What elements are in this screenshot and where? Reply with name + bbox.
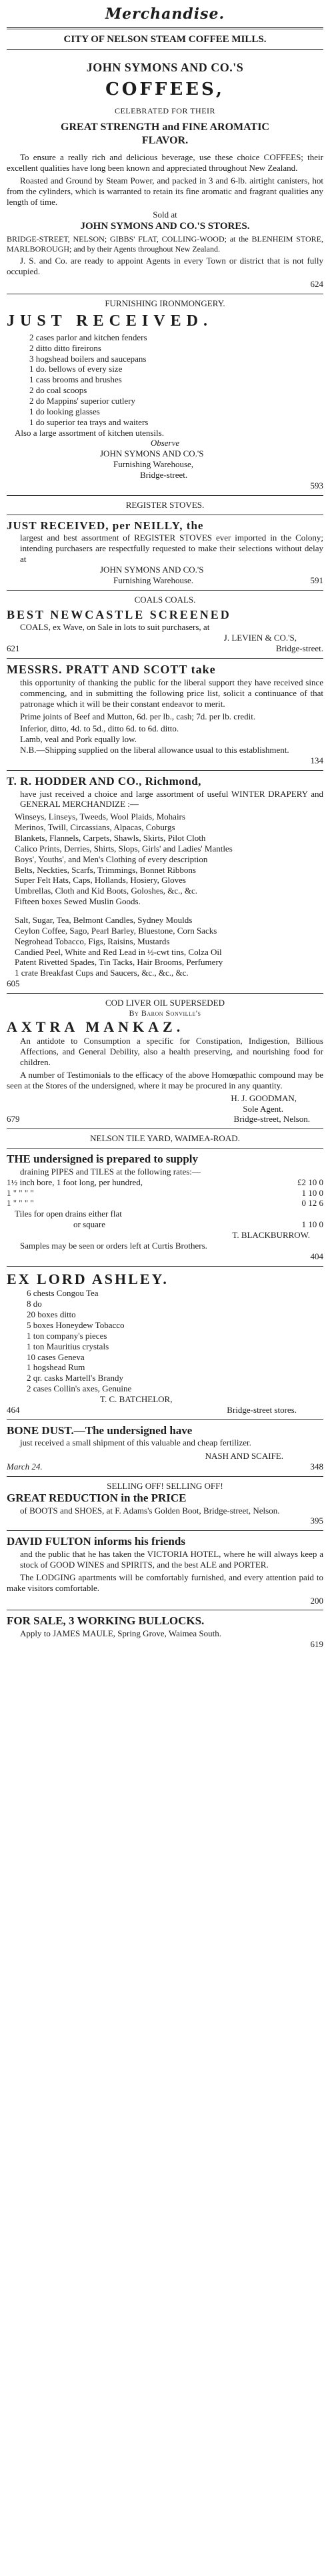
coffee-roasted: Roasted and Ground by Steam Power, and packed in 3 and 6-lb. airtight canisters, hot from the cylinders, which is warranted to retain its fine aromatic and fragrant qualities any length of time. — [7, 176, 323, 207]
divider — [7, 495, 323, 496]
coals-firm: J. LEVIEN & CO.'S, — [223, 633, 297, 643]
divider — [7, 1419, 323, 1420]
list-item: 2 do coal scoops — [29, 385, 87, 396]
divider — [7, 590, 323, 591]
list-item: Ceylon Coffee, Sago, Pearl Barley, Bluestone, Corn Sacks — [15, 925, 217, 936]
selling-title: GREAT REDUCTION in the PRICE — [7, 1491, 187, 1504]
list-item: 2 ditto ditto fireirons — [29, 342, 101, 353]
list-item: Umbrellas, Cloth and Kid Boots, Goloshes, &c., &c. — [15, 886, 198, 896]
fulton-title: DAVID FULTON informs his friends — [7, 1535, 185, 1548]
fulton-lodging: The LODGING apartments will be comfortably furnished, and every attention paid to make visitors comfortable. — [7, 1572, 323, 1593]
ashley-footer — [7, 1405, 323, 1415]
tile-yard-ad — [7, 1133, 323, 1261]
tile-body: draining PIPES and TILES at the following rates:— — [20, 1166, 201, 1177]
hodder-ad-number: 605 — [7, 978, 20, 989]
list-item: 1 hogshead Rum — [27, 1362, 85, 1373]
bone-body: just received a small shipment of this valuable and cheap fertilizer. — [20, 1437, 251, 1448]
coals-header: COALS COALS. — [134, 594, 196, 605]
divider — [7, 1148, 323, 1149]
cod-liver-oil-ad — [7, 998, 323, 1124]
coffee-ad-number: 624 — [310, 278, 323, 289]
list-item: 8 do — [27, 1299, 42, 1309]
coffee-header: CITY OF NELSON STEAM COFFEE MILLS. — [63, 33, 267, 45]
list-item: 1 do superior tea trays and waiters — [29, 416, 149, 427]
bone-ad-number: 348 — [310, 1462, 323, 1472]
coals-title: BEST NEWCASTLE SCREENED — [7, 607, 231, 621]
coffee-stores: JOHN SYMONS AND CO.'S STORES. — [80, 220, 250, 232]
tile-ad-number: 404 — [310, 1251, 323, 1261]
divider — [7, 1476, 323, 1477]
list-item: 2 cases Collin's axes, Genuine — [27, 1383, 132, 1394]
coffee-ad — [7, 33, 323, 290]
coffee-firm: JOHN SYMONS AND CO.'S — [86, 61, 244, 75]
fulton-ad-number: 200 — [310, 1595, 323, 1606]
cod-agent: Sole Agent. — [243, 1103, 283, 1114]
bone-footer — [7, 1462, 323, 1472]
ashley-street: Bridge-street stores. — [227, 1404, 297, 1415]
stoves-footer — [7, 575, 323, 586]
stoves-header: REGISTER STOVES. — [125, 499, 205, 510]
furnishing-warehouse: Furnishing Warehouse, — [113, 459, 194, 470]
stoves-title: JUST RECEIVED, per NEILLY, the — [7, 519, 204, 532]
coffee-product: COFFEES, — [105, 79, 225, 100]
ashley-signature: T. C. BATCHELOR, — [100, 1394, 173, 1404]
bone-title: BONE DUST.—The undersigned have — [7, 1423, 193, 1437]
hodder-list — [7, 812, 323, 907]
tile-rates — [7, 1177, 323, 1209]
list-item: Super Felt Hats, Caps, Hollands, Hosiery, Gloves — [15, 875, 186, 886]
list-item: 3 hogshead boilers and saucepans — [29, 353, 147, 364]
selling-ad-number: 395 — [310, 1516, 323, 1526]
stoves-ad-number: 591 — [310, 575, 323, 585]
rate-row: 1 " " " " 1 10 0 — [7, 1187, 323, 1198]
stoves-firm: JOHN SYMONS AND CO.'S — [100, 564, 204, 575]
tile-signature: T. BLACKBURROW. — [232, 1230, 310, 1240]
list-item: Winseys, Linseys, Tweeds, Wool Plaids, Mohairs — [15, 812, 185, 822]
fulton-ad — [7, 1535, 323, 1606]
list-item: 5 boxes Honeydew Tobacco — [27, 1319, 125, 1330]
coffee-strength: GREAT STRENGTH and FINE AROMATIC — [61, 121, 269, 133]
list-item: 6 chests Congou Tea — [27, 1288, 99, 1299]
list-item: Blankets, Flannels, Carpets, Shawls, Skirts, Pilot Cloth — [15, 833, 206, 844]
selling-off-ad — [7, 1481, 323, 1526]
coffee-agents: J. S. and Co. are ready to appoint Agents in every Town or district that is not fully occupied. — [7, 256, 323, 277]
divider — [7, 1530, 323, 1531]
cod-body: An antidote to Consumption a specific for Constipation, Indigestion, Billious Affections, and General Debility, also a health preserving, and nourishing food for children. — [20, 1036, 323, 1068]
sale-ad-number: 619 — [310, 1638, 323, 1649]
cod-by: By Baron Sonville's — [129, 1008, 201, 1018]
cod-number: A number of Testimonials to the efficacy of the above Homœpathic compound may be seen at the Stores of the undersigned, where it may be procured in any quantity. — [7, 1069, 323, 1090]
pratt-inferior: Inferior, ditto, 4d. to 5d., ditto 6d. to 6d. ditto. — [20, 723, 179, 734]
list-item: 1 ton company's pieces — [27, 1330, 107, 1341]
list-item: 10 cases Geneva — [27, 1351, 85, 1362]
coffee-sold-at: Sold at — [153, 209, 177, 220]
tile-header: NELSON TILE YARD, WAIMEA-ROAD. — [90, 1133, 240, 1144]
hodder-list-2 — [7, 915, 323, 978]
cod-title: AXTRA MANKAZ. — [7, 1018, 185, 1035]
coffee-address: BRIDGE-STREET, NELSON; GIBBS' FLAT, COLLING-WOOD; at the BLENHEIM STORE, MARLBOROUGH; and by their Agents throughout New Zealand. — [7, 234, 323, 254]
cod-ad-number: 679 — [7, 1114, 20, 1124]
list-item: Negrohead Tobacco, Figs, Raisins, Mustards — [15, 936, 170, 946]
rate-row: or square 1 10 0 — [73, 1219, 323, 1230]
list-item: Candied Peel, White and Red Lead in ½-cwt tins, Colza Oil — [15, 946, 222, 957]
list-item: 2 qr. casks Martell's Brandy — [27, 1373, 123, 1383]
ashley-ad-number: 464 — [7, 1404, 20, 1415]
coals-ad-number: 621 — [7, 643, 20, 654]
list-item: 1 do looking glasses — [29, 406, 100, 416]
divider — [7, 49, 323, 50]
stoves-body: largest and best assortment of REGISTER STOVES ever imported in the Colony; intending purchasers are respectfully requested to make their selections without delay at — [20, 533, 323, 565]
furnishing-observe: Observe — [150, 438, 180, 448]
bone-date: March 24. — [7, 1462, 43, 1472]
selling-header: SELLING OFF! SELLING OFF! — [107, 1481, 223, 1492]
pratt-scott-ad — [7, 663, 323, 766]
furnishing-firm: JOHN SYMONS AND CO.'S — [100, 448, 204, 459]
coals-street: Bridge-street. — [275, 643, 323, 654]
list-item: 20 boxes ditto — [27, 1309, 76, 1320]
furnishing-ad — [7, 298, 323, 491]
coffee-flavor: FLAVOR. — [141, 134, 189, 146]
coffee-celebrated: CELEBRATED FOR THEIR — [114, 105, 216, 115]
sale-title: FOR SALE, 3 WORKING BULLOCKS. — [7, 1614, 205, 1628]
bone-dust-ad — [7, 1424, 323, 1472]
sale-body: Apply to JAMES MAULE, Spring Grove, Waimea South. — [20, 1628, 222, 1639]
stoves-warehouse: Furnishing Warehouse. — [113, 575, 194, 585]
list-item: Calico Prints, Derries, Shirts, Slops, Girls' and Ladies' Mantles — [15, 843, 233, 854]
divider — [7, 658, 323, 659]
lord-ashley-ad — [7, 1271, 323, 1415]
divider — [7, 1266, 323, 1267]
pratt-body: this opportunity of thanking the public for the liberal support they have received since commencing, and in submitting the following price list, solicit a continuance of that patronage which it will be their constant endeavor to merit. — [20, 677, 323, 709]
list-item: Fifteen boxes Sewed Muslin Goods. — [15, 896, 141, 907]
furnishing-title: JUST RECEIVED. — [7, 312, 213, 330]
bone-signature: NASH AND SCAIFE. — [205, 1451, 283, 1462]
for-sale-ad — [7, 1614, 323, 1649]
list-item: 2 do Mappins' superior cutlery — [29, 396, 136, 406]
ashley-items — [7, 1288, 323, 1394]
pratt-nb: N.B.—Shipping supplied on the liberal allowance usual to this establishment. — [20, 745, 289, 755]
hodder-ad — [7, 775, 323, 989]
hodder-body: have just received a choice and large assortment of useful WINTER DRAPERY and GENERAL MERCHANDIZE :— — [20, 788, 323, 810]
tile-title: THE undersigned is prepared to supply — [7, 1153, 199, 1166]
selling-body: of BOOTS and SHOES, at F. Adams's Golden Boot, Bridge-street, Nelson. — [20, 1505, 280, 1516]
tile-samples: Samples may be seen or orders left at Curtis Brothers. — [20, 1240, 207, 1251]
list-item: Belts, Neckties, Scarfs, Trimmings, Bonnet Ribbons — [15, 864, 196, 875]
cod-footer — [7, 1114, 323, 1124]
list-item: 1 ton Mauritius crystals — [27, 1341, 109, 1351]
coals-footer — [7, 643, 323, 654]
coals-body: COALS, ex Wave, on Sale in lots to suit purchasers, at — [20, 622, 210, 633]
rate-row: 1 " " " " 0 12 6 — [7, 1198, 323, 1209]
fulton-body: and the public that he has taken the VICTORIA HOTEL, where he will always keep a stock of GOOD WINES and SPIRITS, and the best ALE and PORTER. — [20, 1549, 323, 1570]
list-item: 2 cases parlor and kitchen fenders — [29, 332, 147, 342]
furnishing-street: Bridge-street. — [140, 470, 188, 480]
list-item: Patent Rivetted Spades, Tin Tacks, Hair Brooms, Perfumery — [15, 957, 223, 968]
coals-ad — [7, 595, 323, 654]
ashley-title: EX LORD ASHLEY. — [7, 1270, 169, 1287]
masthead: Merchandise. — [105, 5, 225, 23]
pratt-prime: Prime joints of Beef and Mutton, 6d. per lb., cash; 7d. per lb. credit. — [20, 711, 256, 721]
tile-flat: Tiles for open drains either flat — [15, 1209, 122, 1219]
list-item: 1 crate Breakfast Cups and Saucers, &c., &c., &c. — [15, 968, 189, 978]
cod-header: COD LIVER OIL SUPERSEDED — [105, 998, 225, 1008]
list-item: Boys', Youths', and Men's Clothing of every description — [15, 854, 208, 864]
coffee-body: To ensure a really rich and delicious beverage, use these choice COFFEES; their excellent qualities have long been known and appreciated throughout New Zealand. — [7, 152, 323, 174]
furnishing-header: FURNISHING IRONMONGERY. — [105, 298, 225, 308]
divider — [7, 770, 323, 771]
list-item: Merinos, Twill, Circassians, Alpacas, Coburgs — [15, 822, 175, 833]
list-item: 1 do. bellows of every size — [29, 364, 123, 374]
divider — [7, 993, 323, 994]
cod-signature: H. J. GOODMAN, — [231, 1092, 297, 1103]
furnishing-ad-number: 593 — [310, 480, 323, 491]
pratt-ad-number: 134 — [310, 755, 323, 765]
furnishing-items — [7, 332, 323, 428]
rate-row: 1½ inch bore, 1 foot long, per hundred, £2 10 0 — [7, 1177, 323, 1187]
list-item: Salt, Sugar, Tea, Belmont Candles, Sydney Moulds — [15, 915, 193, 926]
pratt-lamb: Lamb, veal and Pork equally low. — [20, 734, 137, 745]
cod-street: Bridge-street, Nelson. — [233, 1114, 310, 1124]
stoves-ad — [7, 500, 323, 586]
divider — [7, 27, 323, 29]
hodder-title: T. R. HODDER AND CO., Richmond, — [7, 774, 201, 787]
furnishing-also: Also a large assortment of kitchen utensils. — [15, 427, 164, 438]
list-item: 1 cass brooms and brushes — [29, 374, 122, 385]
pratt-title: MESSRS. PRATT AND SCOTT take — [7, 663, 216, 677]
